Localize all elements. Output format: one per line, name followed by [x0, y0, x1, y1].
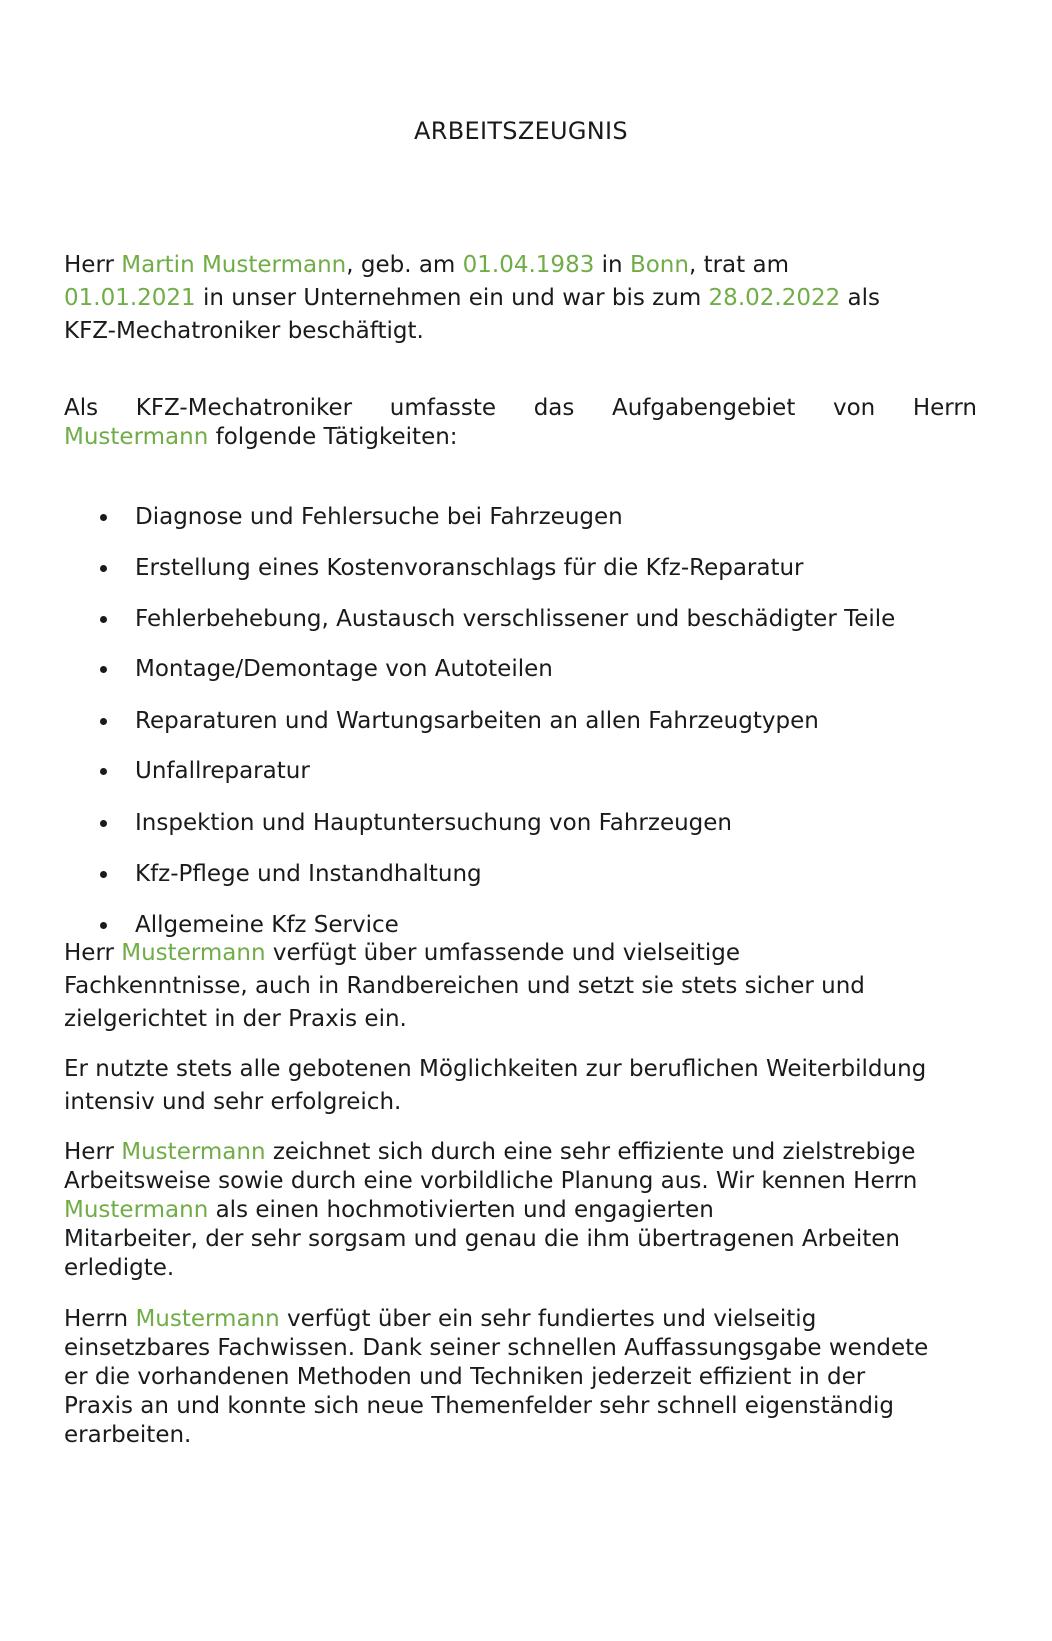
bullet-icon [100, 666, 107, 673]
knowledge-line-2: Fachkenntnisse, auch in Randbereichen und setzt sie stets sicher und [64, 973, 865, 999]
list-item-text: Reparaturen und Wartungsarbeiten an allen Fahrzeugtypen [135, 708, 819, 734]
bullet-icon [100, 718, 107, 725]
intro-paragraph [64, 249, 984, 348]
expertise-line-1 [64, 1305, 984, 1334]
tasks-intro-line-2 [64, 423, 984, 452]
expertise-line-2: einsetzbares Fachwissen. Dank seiner schnellen Auffassungsgabe wendete [64, 1335, 929, 1361]
birth-date: 01.04.1983 [462, 252, 595, 278]
tasks-intro-line-1 [64, 394, 977, 423]
list-item [0, 502, 1000, 532]
expertise-line-3: er die vorhandenen Methoden und Techniken jederzeit effizient in der [64, 1364, 866, 1390]
work-line-2: Arbeitsweise sowie durch eine vorbildliche Planung aus. Wir kennen Herrn [64, 1168, 918, 1194]
text: verfügt über ein sehr fundiertes und vielseitig [279, 1306, 817, 1332]
text: folgende Tätigkeiten: [208, 424, 458, 450]
training-line-1: Er nutzte stets alle gebotenen Möglichkeiten zur beruflichen Weiterbildung [64, 1056, 927, 1082]
list-item [0, 604, 1000, 634]
text: , geb. am [346, 252, 463, 278]
work-line-1 [64, 1138, 984, 1167]
employee-surname: Mustermann [64, 1197, 209, 1223]
word: von [832, 395, 876, 421]
tasks-intro-paragraph [64, 394, 984, 452]
text: in unser Unternehmen ein und war bis zum [195, 285, 709, 311]
start-date: 01.01.2021 [64, 285, 196, 311]
training-line-2: intensiv und sehr erfolgreich. [64, 1089, 402, 1115]
word: Herrn [912, 395, 977, 421]
bullet-icon [100, 768, 107, 775]
text: als [840, 285, 881, 311]
list-item [0, 553, 1000, 583]
bullet-icon [100, 871, 107, 878]
word: das [533, 395, 575, 421]
document-title: ARBEITSZEUGNIS [414, 117, 628, 145]
list-item [0, 706, 1000, 736]
knowledge-line-1 [64, 937, 984, 970]
end-date: 28.02.2022 [708, 285, 841, 311]
text: , trat am [688, 252, 789, 278]
expertise-line-4: Praxis an und konnte sich neue Themenfelder sehr schnell eigenständig [64, 1393, 894, 1419]
employee-name: Martin Mustermann [121, 252, 347, 278]
work-line-3 [64, 1196, 984, 1225]
text: Herr [64, 252, 122, 278]
list-item [0, 859, 1000, 889]
employee-surname: Mustermann [121, 1139, 266, 1165]
list-item-text: Allgemeine Kfz Service [135, 912, 399, 938]
bullet-icon [100, 616, 107, 623]
list-item [0, 756, 1000, 786]
text: verfügt über umfassende und vielseitige [265, 940, 740, 966]
bullet-icon [100, 565, 107, 572]
list-item-text: Diagnose und Fehlersuche bei Fahrzeugen [135, 504, 623, 530]
word: Aufgabengebiet [612, 395, 796, 421]
intro-line-2 [64, 282, 984, 315]
list-item-text: Kfz-Pflege und Instandhaltung [135, 861, 482, 887]
employee-surname: Mustermann [64, 424, 209, 450]
list-item-text: Fehlerbehebung, Austausch verschlissener und beschädigter Teile [135, 606, 896, 632]
employee-surname: Mustermann [135, 1306, 280, 1332]
list-item [0, 910, 1000, 940]
work-line-5: erledigte. [64, 1255, 175, 1281]
expertise-line-5: erarbeiten. [64, 1422, 192, 1448]
expertise-paragraph [64, 1305, 984, 1450]
word: umfasste [389, 395, 497, 421]
knowledge-paragraph [64, 937, 984, 1036]
intro-line-3: KFZ-Mechatroniker beschäftigt. [64, 318, 424, 344]
text: zeichnet sich durch eine sehr effiziente und zielstrebige [265, 1139, 916, 1165]
work-line-4: Mitarbeiter, der sehr sorgsam und genau die ihm übertragenen Arbeiten [64, 1226, 900, 1252]
list-item-text: Inspektion und Hauptuntersuchung von Fahrzeugen [135, 810, 733, 836]
bullet-icon [100, 922, 107, 929]
bullet-icon [100, 820, 107, 827]
list-item-text: Erstellung eines Kostenvoranschlags für die Kfz-Reparatur [135, 555, 804, 581]
text: Herrn [64, 1306, 136, 1332]
text: in [594, 252, 630, 278]
training-paragraph [64, 1053, 984, 1119]
word: Als [64, 395, 99, 421]
list-item-text: Unfallreparatur [135, 758, 310, 784]
text: als einen hochmotivierten und engagierten [208, 1197, 714, 1223]
text: Herr [64, 940, 122, 966]
bullet-icon [100, 514, 107, 521]
knowledge-line-3: zielgerichtet in der Praxis ein. [64, 1006, 407, 1032]
work-style-paragraph [64, 1138, 984, 1283]
employee-surname: Mustermann [121, 940, 266, 966]
text: Herr [64, 1139, 122, 1165]
list-item [0, 654, 1000, 684]
list-item [0, 808, 1000, 838]
intro-line-1 [64, 249, 984, 282]
birth-place: Bonn [629, 252, 689, 278]
word: KFZ-Mechatroniker [135, 395, 353, 421]
list-item-text: Montage/Demontage von Autoteilen [135, 656, 553, 682]
